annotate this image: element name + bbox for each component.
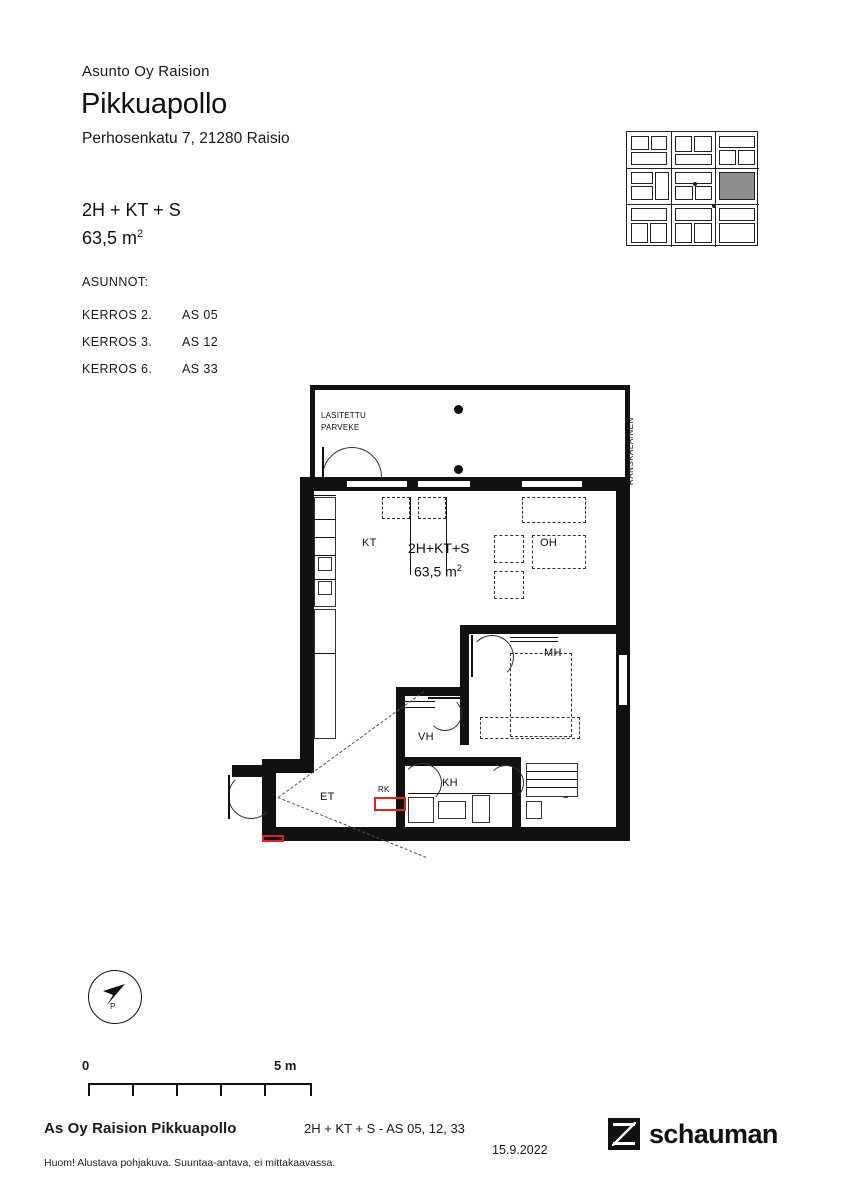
brand-name: schauman (649, 1118, 778, 1149)
company-name: Asunto Oy Raision (82, 63, 210, 80)
mh-door-arc (470, 635, 514, 679)
apartment-floor: KERROS 3. (82, 335, 153, 349)
sofa-dashed (522, 497, 586, 523)
sauna-benches (526, 763, 578, 797)
apartment-row (82, 335, 282, 349)
apartment-area-value: 63,5 m (82, 228, 138, 248)
page-title: Pikkuapollo (81, 88, 228, 120)
apartment-area (82, 228, 143, 249)
bathroom-sink (438, 801, 466, 819)
compass-needle-icon (89, 971, 141, 1023)
entry-door-arc (228, 773, 274, 819)
highlight-marker-bathroom (374, 797, 406, 811)
apartments-title: ASUNNOT: (82, 275, 149, 289)
apartment-row (82, 362, 282, 376)
balcony-fixture-dot (454, 405, 463, 414)
room-label-kh: KH (442, 777, 458, 789)
apartment-row (82, 308, 282, 322)
room-label-vh: VH (418, 731, 434, 743)
apartment-type: 2H + KT + S (82, 200, 181, 220)
plan-center-type: 2H+KT+S (408, 540, 470, 556)
kitchen-stove (318, 581, 332, 595)
room-label-oh: OH (540, 537, 558, 549)
kitchen-sink (318, 557, 332, 571)
apartment-code: AS 12 (182, 335, 219, 349)
balcony-label-line2: PARVEKE (321, 423, 360, 432)
footer-date: 15.9.2022 (492, 1143, 548, 1157)
armchair-dashed (494, 535, 524, 563)
footer-disclaimer: Huom! Alustava pohjakuva. Suuntaa-antava, ei mittakaavassa. (44, 1157, 336, 1169)
apartment-floor: KERROS 6. (82, 362, 153, 376)
balcony-fixture-dot-2 (454, 465, 463, 474)
scale-tick (176, 1085, 178, 1096)
scale-bar (88, 1083, 312, 1085)
room-label-kt: KT (362, 537, 377, 549)
compass-rose (88, 970, 142, 1024)
compass-north-label: P (110, 1002, 116, 1011)
scale-max-label: 5 m (274, 1058, 297, 1073)
dining-table-dashed (382, 497, 410, 519)
brand-logo (608, 1118, 778, 1150)
plan-center-area-unit: 2 (456, 563, 462, 573)
sauna-door-arc (488, 765, 524, 801)
french-door-label: RANSKALAINEN (626, 417, 635, 485)
scale-tick (132, 1085, 134, 1096)
toilet (472, 795, 490, 823)
scale-tick (310, 1085, 312, 1096)
scale-tick (264, 1085, 266, 1096)
apartment-code: AS 05 (182, 308, 219, 322)
plan-center-area-value: 63,5 m (414, 563, 457, 580)
kitchen-tall-cabinet (314, 609, 336, 739)
footer-apartment-info: 2H + KT + S - AS 05, 12, 33 (304, 1121, 465, 1136)
wardrobe-dashed (480, 717, 580, 739)
highlight-marker-door (262, 835, 284, 842)
highlighted-apartment (719, 172, 755, 200)
scale-zero-label: 0 (82, 1058, 90, 1073)
building-key-plan (626, 131, 758, 246)
footer-project-title: As Oy Raision Pikkuapollo (44, 1120, 237, 1137)
dining-chair-dashed (418, 497, 446, 519)
scale-tick (88, 1085, 90, 1096)
vh-door-arc (428, 697, 462, 731)
room-label-et: ET (320, 791, 335, 803)
plan-center-area (414, 563, 462, 580)
scale-tick (220, 1085, 222, 1096)
tv-unit-dashed (532, 535, 586, 569)
apartment-code: AS 33 (182, 362, 219, 376)
floor-plan-drawing (222, 385, 642, 855)
apartment-area-unit: 2 (137, 228, 144, 240)
room-label-rk: RK (378, 785, 390, 794)
sauna-stove (526, 801, 542, 819)
project-address: Perhosenkatu 7, 21280 Raisio (82, 130, 290, 147)
kh-door-arc (402, 763, 442, 803)
balcony-label-line1: LASITETTU (321, 411, 366, 420)
schauman-logo-icon (608, 1118, 640, 1150)
apartment-floor: KERROS 2. (82, 308, 153, 322)
side-table-dashed (494, 571, 524, 599)
room-label-mh: MH (544, 647, 562, 659)
